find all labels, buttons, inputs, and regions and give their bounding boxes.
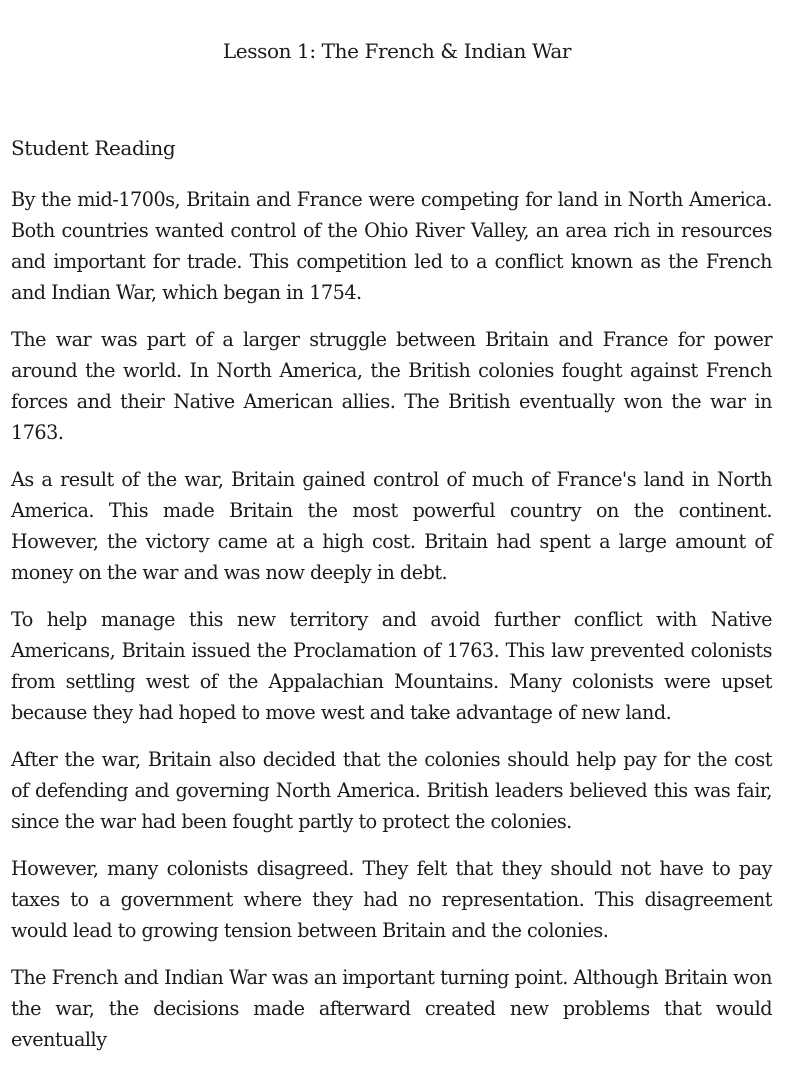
- paragraph: As a result of the war, Britain gained control of much of France's land in North America. This made Britain the most powerful country on the continent. However, the victory came at a high cost. Britain had spent a large amount of money on the war and was now deeply in debt.: [11, 468, 772, 584]
- paragraph: By the mid-1700s, Britain and France were competing for land in North America. Both countries wanted control of the Ohio River Valley, an area rich in resources and important for trade. This competition led to a conflict known as the French and Indian War, which began in 1754.: [11, 188, 772, 304]
- paragraph: However, many colonists disagreed. They felt that they should not have to pay taxes to a government where they had no representation. This disagreement would lead to growing tension between Britain and the colonies.: [11, 857, 772, 942]
- page-title: Lesson 1: The French & Indian War: [222, 39, 572, 63]
- paragraph: To help manage this new territory and avoid further conflict with Native Americans, Britain issued the Proclamation of 1763. This law prevented colonists from settling west of the Appalachian Mountains. Many colonists were upset because they had hoped to move west and take advantage of new land.: [11, 608, 772, 724]
- reading-body: [11, 184, 772, 1071]
- paragraph: The war was part of a larger struggle between Britain and France for power around the world. In North America, the British colonies fought against French forces and their Native American allies. The British eventually won the war in 1763.: [11, 328, 772, 444]
- paragraph: The French and Indian War was an important turning point. Although Britain won the war, the decisions made afterward created new problems that would eventually: [11, 966, 772, 1051]
- section-heading: Student Reading: [11, 136, 176, 160]
- paragraph: After the war, Britain also decided that the colonies should help pay for the cost of defending and governing North America. British leaders believed this was fair, since the war had been fought partly to protect the colonies.: [11, 748, 772, 833]
